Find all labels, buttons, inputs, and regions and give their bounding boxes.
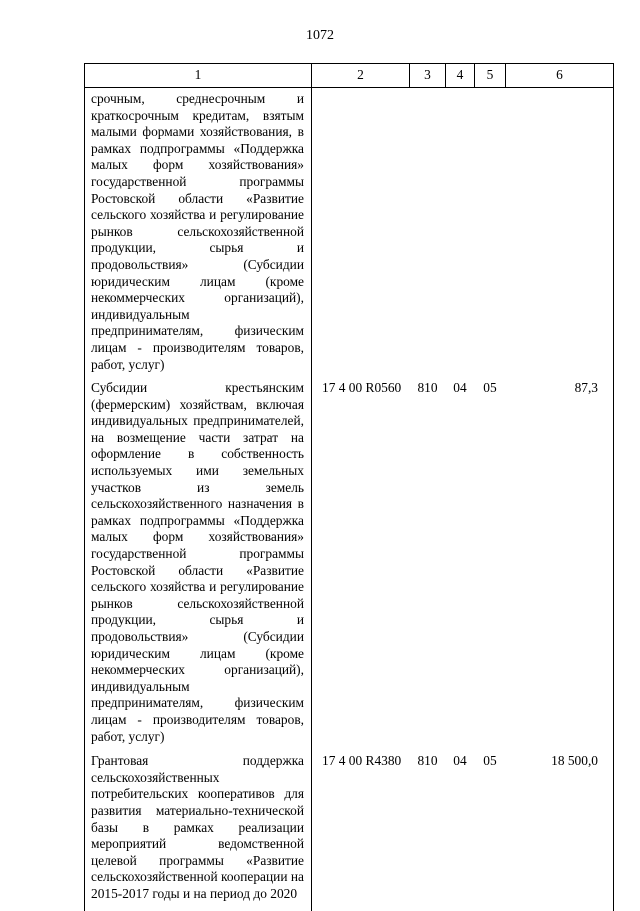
row-section: 04 — [453, 753, 467, 769]
header-row — [85, 64, 614, 88]
row-expense-type: 810 — [417, 380, 438, 396]
row-expense-type — [410, 88, 446, 381]
row-expense-type: 810 — [417, 753, 438, 769]
column-header-5: 5 — [475, 64, 506, 88]
row-subsection — [475, 88, 506, 381]
row-subsection: 05 — [483, 380, 497, 396]
row-name: Субсидии крестьянским (фермерским) хозяйствам, включая индивидуальных предпринимателей, на возмещение части затрат на оформление в собственность используемых ими земельных участков из земель сельскохозяйственного назначения в рамках подпрограммы «Поддержка малых форм хозяйствования» государственной программы Ростовской области «Развитие сельского хозяйства и регулирование рынков сельскохозяйственной продукции, сырья и продовольствия» (Субсидии юридическим лицам (кроме некоммерческих организаций), индивидуальным предпринимателям, физическим лицам - производителям товаров, работ, услуг) — [85, 380, 312, 753]
table-header — [85, 64, 614, 88]
row-section — [446, 88, 475, 381]
row-name: Грантовая поддержка сельскохозяйственных потребительских кооперативов для развития материально-технической базы в рамках реализации мероприятий ведомственной целевой программы «Развитие сельскохозяйственной кооперации на 2015-2017 годы и на период до 2020 — [85, 753, 312, 910]
row-amount: 87,3 — [506, 380, 614, 753]
column-header-3: 3 — [410, 64, 446, 88]
row-target-code — [312, 88, 410, 381]
column-header-4: 4 — [446, 64, 475, 88]
row-amount: 18 500,0 — [506, 753, 614, 910]
row-subsection: 05 — [483, 753, 497, 769]
table-row — [85, 753, 614, 910]
column-header-6: 6 — [506, 64, 614, 88]
table-row — [85, 88, 614, 381]
table-body — [85, 88, 614, 911]
column-header-1: 1 — [85, 64, 312, 88]
row-amount — [506, 88, 614, 381]
row-target-code: 17 4 00 R0560 — [322, 380, 402, 396]
row-target-code: 17 4 00 R4380 — [322, 753, 402, 769]
row-section: 04 — [453, 380, 467, 396]
column-header-2: 2 — [312, 64, 410, 88]
page-number: 1072 — [306, 28, 334, 43]
row-name: срочным, среднесрочным и краткосрочным кредитам, взятым малыми формами хозяйствования, в рамках подпрограммы «Поддержка малых форм хозяйствования» государственной программы Ростовской области «Развитие сельского хозяйства и регулирование рынков сельскохозяйственной продукции, сырья и продовольствия» (Субсидии юридическим лицам (кроме некоммерческих организаций), индивидуальным предпринимателям, физическим лицам - производителям товаров, работ, услуг) — [85, 88, 312, 381]
budget-table — [84, 63, 614, 911]
table-row — [85, 380, 614, 753]
